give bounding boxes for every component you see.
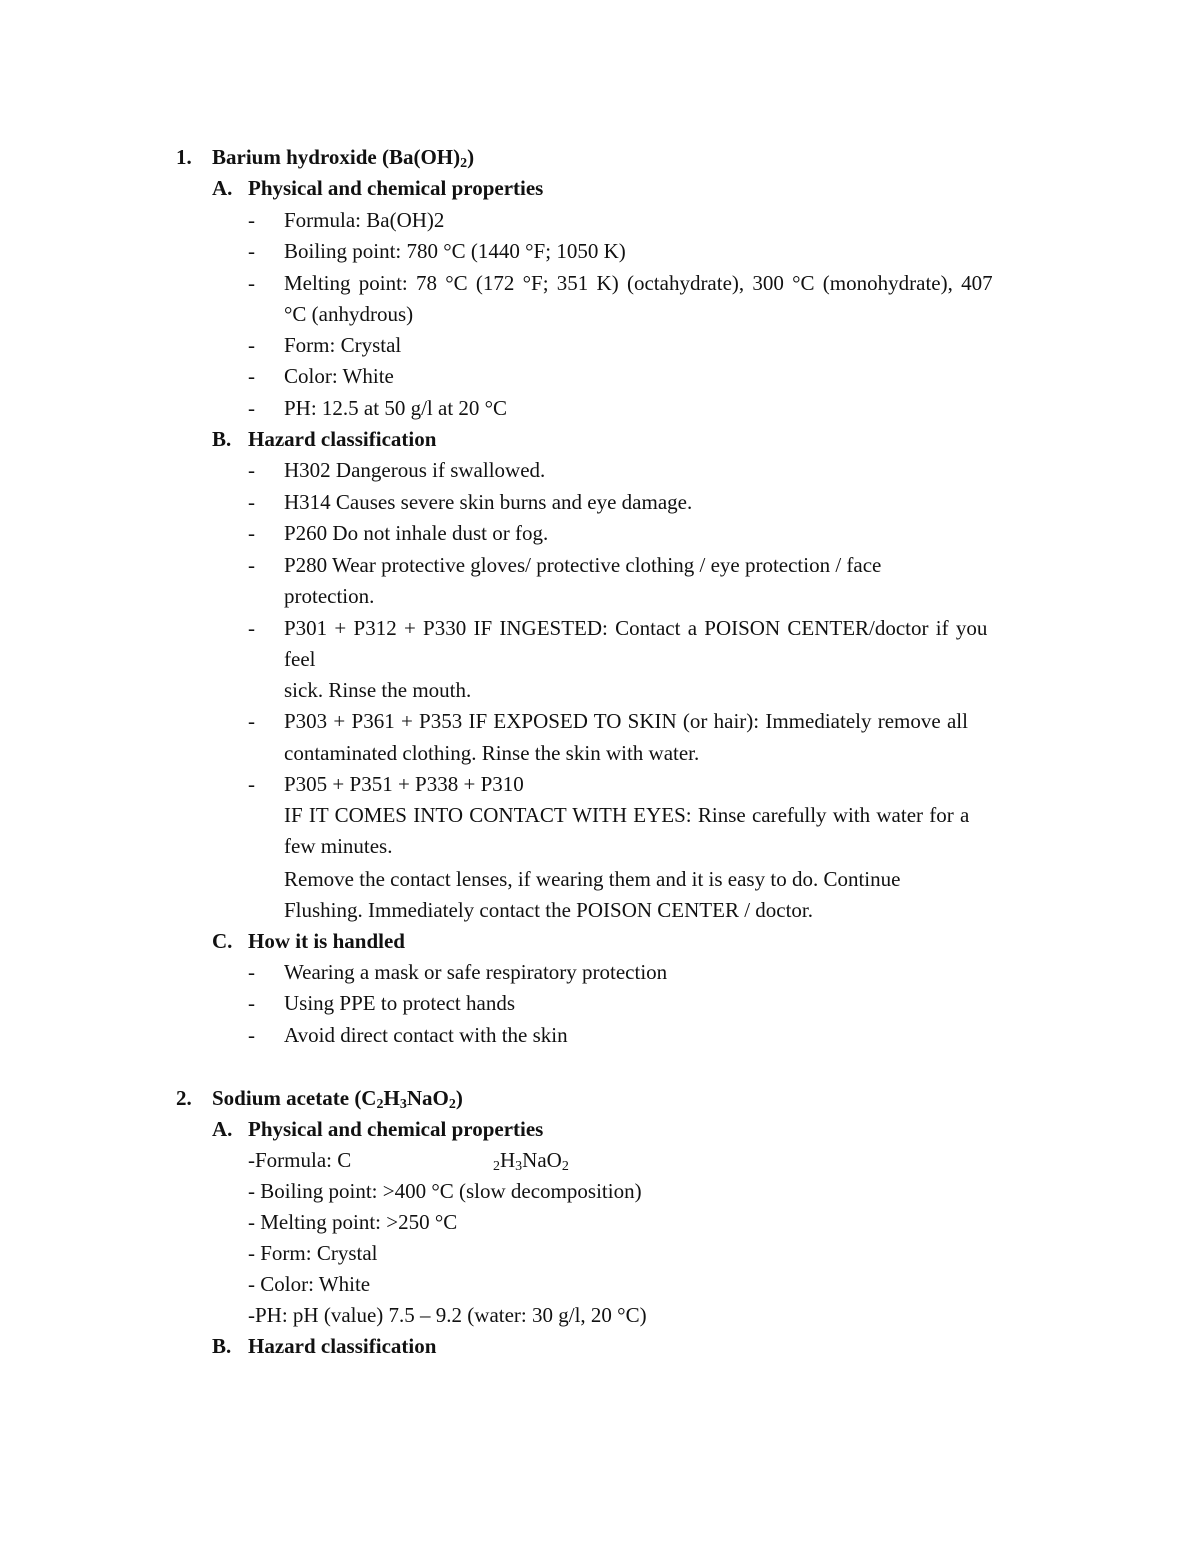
section-1c-letter: C. [212,929,233,953]
list-item-continuation: Flushing. Immediately contact the POISON CENTER / doctor. [284,898,814,922]
list-item: Form: Crystal [284,333,402,357]
bullet-dash: - [248,208,255,232]
section-2b-letter: B. [212,1334,232,1358]
formula-value: $_2H_3NaO_2$ [493,1148,569,1174]
bullet-dash: - [248,364,255,388]
bullet-dash: - [248,333,255,357]
list-item: H314 Causes severe skin burns and eye damage. [284,490,693,514]
list-item: P305 + P351 + P338 + P310 [284,772,524,796]
bullet-dash: - [248,960,255,984]
list-item: Boiling point: 780 °C (1440 °F; 1050 K) [284,239,626,263]
list-item: - Melting point: >250 °C [248,1210,458,1234]
section-1a-letter: A. [212,176,233,200]
list-item: - Form: Crystal [248,1241,378,1265]
formula-label: -Formula: C [248,1148,352,1172]
bullet-dash: - [248,271,255,295]
list-item: P280 Wear protective gloves/ protective clothing / eye protection / face [284,553,882,577]
list-item: Formula: Ba(OH)2 [284,208,445,232]
bullet-dash: - [248,239,255,263]
bullet-dash: - [248,709,255,733]
section-1c-title: How it is handled [248,929,405,953]
list-item: -PH: pH (value) 7.5 – 9.2 (water: 30 g/l, 20 °C) [248,1303,647,1327]
list-item: P303 + P361 + P353 IF EXPOSED TO SKIN (or hair): Immediately remove all [284,709,968,733]
bullet-dash: - [248,616,255,640]
list-item-continuation: contaminated clothing. Rinse the skin with water. [284,741,700,765]
list-item: PH: 12.5 at 50 g/l at 20 °C [284,396,508,420]
section-2-title: Sodium acetate $(C_2H_3NaO_2)$ [212,1086,463,1112]
list-item-continuation: IF IT COMES INTO CONTACT WITH EYES: Rinse carefully with water for a [284,803,970,827]
list-item: Using PPE to protect hands [284,991,515,1015]
list-item: Wearing a mask or safe respiratory protection [284,960,668,984]
list-item: Avoid direct contact with the skin [284,1023,568,1047]
list-item-continuation: °C (anhydrous) [284,302,414,326]
bullet-dash: - [248,396,255,420]
list-item-continuation: few minutes. [284,834,393,858]
section-1b-letter: B. [212,427,232,451]
bullet-dash: - [248,991,255,1015]
section-1b-title: Hazard classification [248,427,437,451]
list-item-continuation: feel [284,647,316,671]
section-2a-title: Physical and chemical properties [248,1117,544,1141]
bullet-dash: - [248,1023,255,1047]
list-item-continuation: sick. Rinse the mouth. [284,678,472,702]
bullet-dash: - [248,772,255,796]
bullet-dash: - [248,490,255,514]
section-2b-title: Hazard classification [248,1334,437,1358]
list-item: - Boiling point: >400 °C (slow decomposition) [248,1179,642,1203]
bullet-dash: - [248,553,255,577]
list-item: Color: White [284,364,394,388]
section-2-number: 2. [176,1086,192,1110]
bullet-dash: - [248,458,255,482]
list-item: - Color: White [248,1272,371,1296]
list-item: H302 Dangerous if swallowed. [284,458,546,482]
list-item-continuation: Remove the contact lenses, if wearing them and it is easy to do. Continue [284,867,901,891]
bullet-dash: - [248,521,255,545]
section-1-title: Barium hydroxide $(Ba(OH)_2)$ [212,145,475,171]
list-item: P301 + P312 + P330 IF INGESTED: Contact a POISON CENTER/doctor if you [284,616,988,640]
section-1a-title: Physical and chemical properties [248,176,544,200]
list-item: Melting point: 78 °C (172 °F; 351 K) (octahydrate), 300 °C (monohydrate), 407 [284,271,993,295]
section-2a-letter: A. [212,1117,233,1141]
section-1-number: 1. [176,145,192,169]
list-item: P260 Do not inhale dust or fog. [284,521,549,545]
list-item-continuation: protection. [284,584,375,608]
